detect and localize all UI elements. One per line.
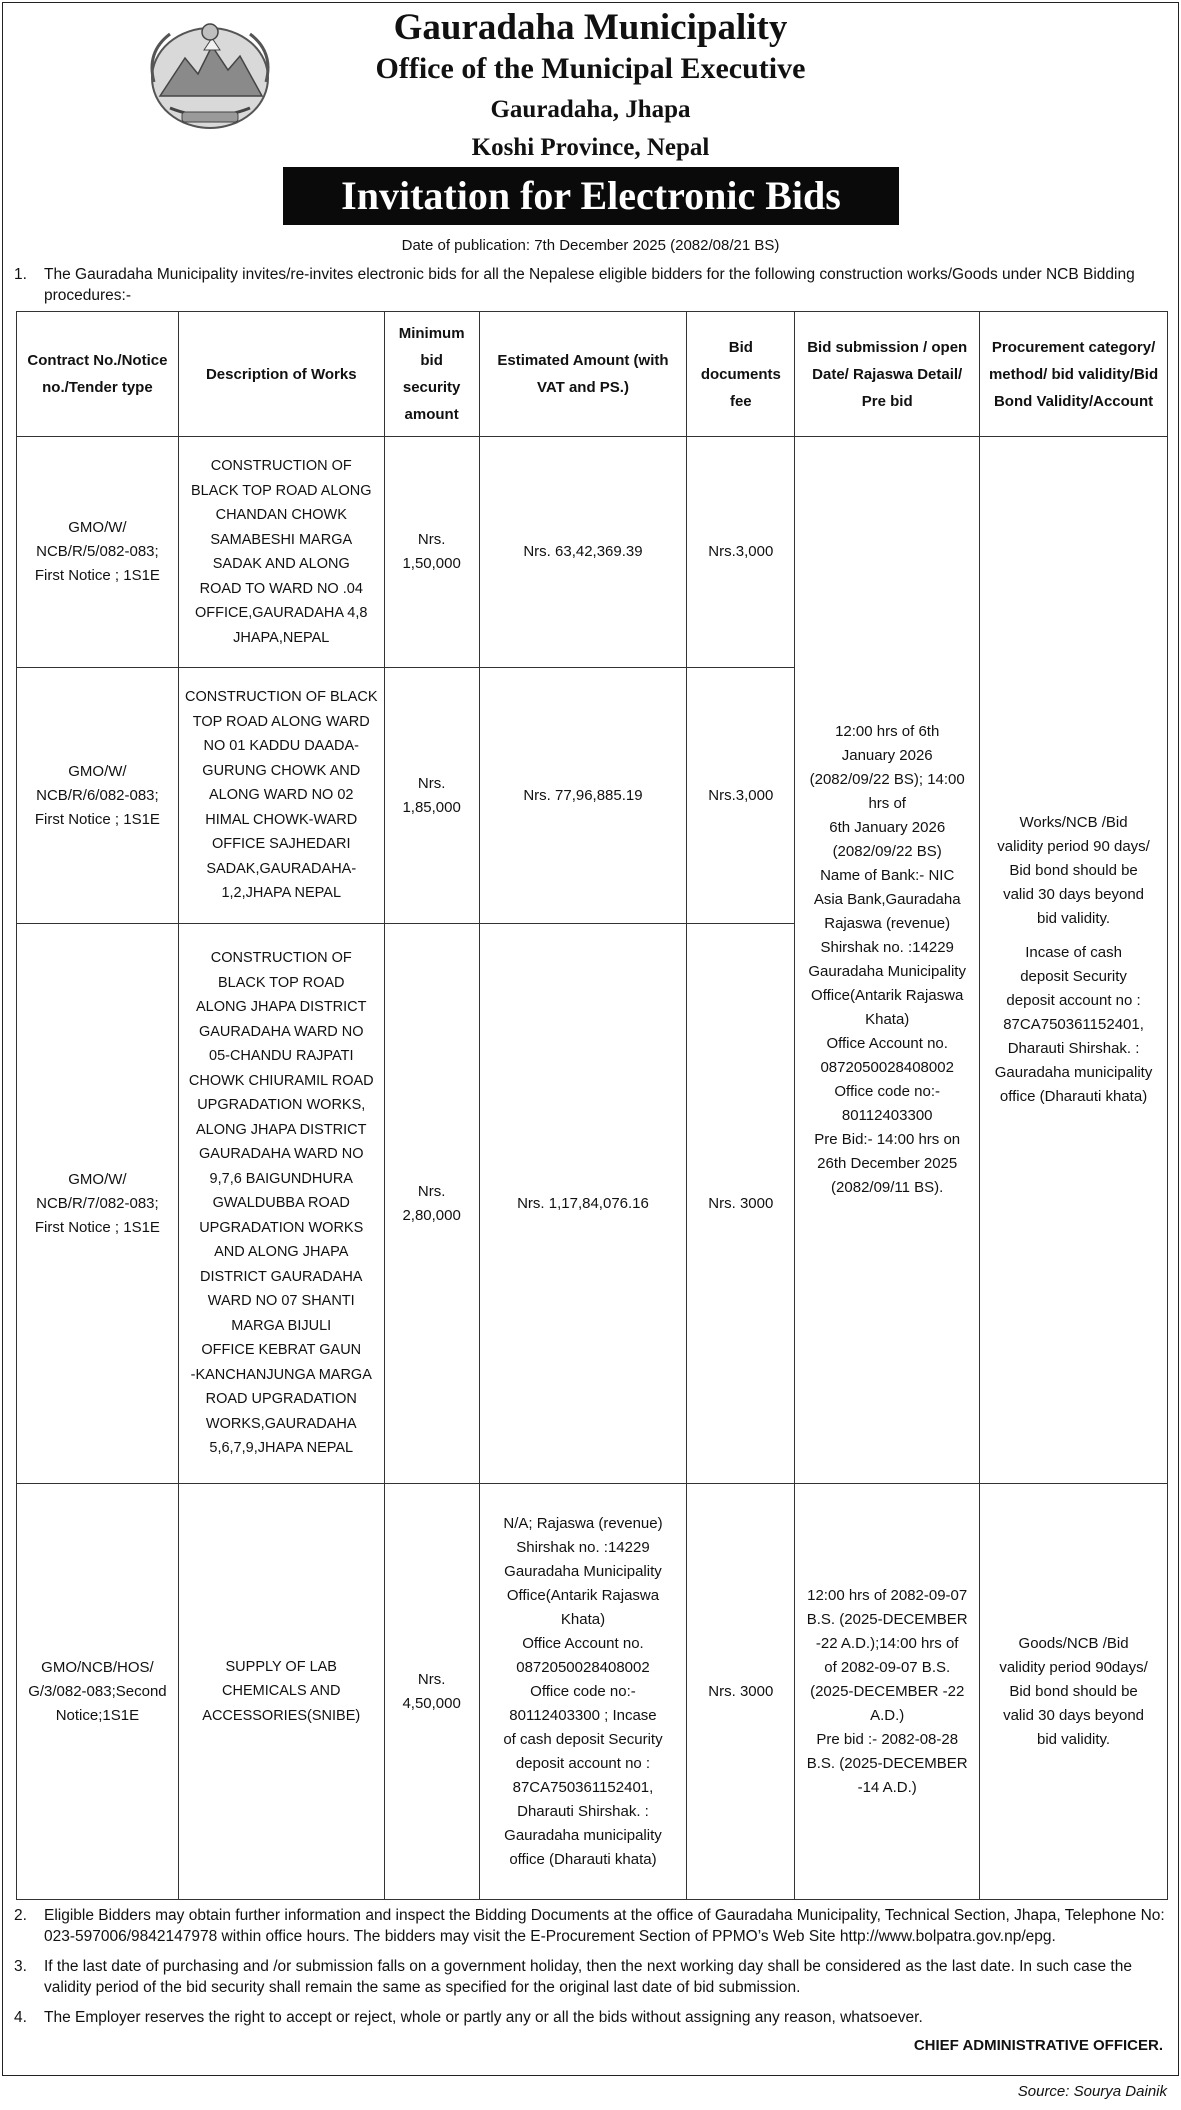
contract-cell: GMO/NCB/HOS/ G/3/082-083;Second Notice;1S1E: [17, 1484, 179, 1900]
header-security: Minimum bid security amount: [384, 312, 479, 437]
fee-cell: Nrs. 3000: [687, 924, 795, 1484]
header-schedule: Bid submission / open Date/ Rajaswa Detail/ Pre bid: [795, 312, 980, 437]
procurement-merged-cell: [980, 437, 1168, 1484]
schedule-text: 12:00 hrs of 6th January 2026 (2082/09/22 BS); 14:00 hrs of 6th January 2026 (2082/09/22 BS) Name of Bank:- NIC Asia Bank,Gauradaha Rajaswa (revenue) Shirshak no. :14229 Gauradaha Municipality Office(Antarik Rajaswa Khata) Office Account no. 0872050028408002 Office code no:- 80112403300 Pre Bid:- 14:00 hrs on 26th December 2025 (2082/09/11 BS).: [808, 723, 966, 1196]
schedule-merged-cell: [795, 437, 980, 1484]
schedule-cell: 12:00 hrs of 2082-09-07 B.S. (2025-DECEMBER -22 A.D.);14:00 hrs of of 2082-09-07 B.S. (2025-DECEMBER -22 A.D.) Pre bid :- 2082-08-28 B.S. (2025-DECEMBER -14 A.D.): [795, 1484, 980, 1900]
paragraph-text: If the last date of purchasing and /or submission falls on a government holiday, then the next working day shall be considered as the last date. In such case the validity period of the bid security shall remain the same as specified for the original last date of bid submission.: [44, 1958, 1132, 1996]
paragraph-1: [14, 264, 1169, 306]
header-estimate: Estimated Amount (with VAT and PS.): [479, 312, 687, 437]
table-row: [17, 1484, 1168, 1900]
paragraph-number: 3.: [14, 1958, 27, 1975]
paragraph-number: 4.: [14, 2009, 27, 2026]
header-description: Description of Works: [178, 312, 384, 437]
table-header-row: [17, 312, 1168, 437]
estimate-cell: N/A; Rajaswa (revenue) Shirshak no. :14229 Gauradaha Municipality Office(Antarik Rajaswa Khata) Office Account no. 0872050028408002 Office code no:- 80112403300 ; Incase of cash deposit Security deposit account no : 87CA750361152401, Dharauti Shirshak. : Gauradaha municipality office (Dharauti khata): [479, 1484, 687, 1900]
deposit-account-text: Incase of cash deposit Security deposit account no : 87CA750361152401, Dharauti Shirshak. : Gauradaha municipality office (Dharauti khata): [994, 944, 1153, 1105]
header-fee: Bid documents fee: [687, 312, 795, 437]
estimate-cell: Nrs. 63,42,369.39: [479, 437, 687, 668]
paragraph-number: 2.: [14, 1907, 27, 1924]
paragraph-2: [14, 1905, 1169, 1947]
office-name: Office of the Municipal Executive: [375, 52, 806, 85]
procurement-cell: Goods/NCB /Bid validity period 90days/ Bid bond should be valid 30 days beyond bid validity.: [980, 1484, 1168, 1900]
security-cell: Nrs. 1,85,000: [384, 668, 479, 924]
contract-cell: GMO/W/ NCB/R/7/082-083; First Notice ; 1S1E: [17, 924, 179, 1484]
description-cell: CONSTRUCTION OF BLACK TOP ROAD ALONG WARD NO 01 KADDU DAADA- GURUNG CHOWK AND ALONG WARD NO 02 HIMAL CHOWK-WARD OFFICE SAJHEDARI SADAK,GAURADAHA- 1,2,JHAPA NEPAL: [178, 668, 384, 924]
fee-cell: Nrs.3,000: [687, 437, 795, 668]
bids-table: [16, 311, 1168, 1900]
procurement-text: Works/NCB /Bid validity period 90 days/ Bid bond should be valid 30 days beyond bid validity.: [997, 814, 1150, 927]
fee-cell: Nrs. 3000: [687, 1484, 795, 1900]
security-cell: Nrs. 2,80,000: [384, 924, 479, 1484]
signature-title: CHIEF ADMINISTRATIVE OFFICER.: [913, 2037, 1163, 2054]
paragraph-text: The Gauradaha Municipality invites/re-invites electronic bids for all the Nepalese eligible bidders for the following construction works/Goods under NCB Bidding procedures:-: [44, 266, 1135, 304]
description-cell: CONSTRUCTION OF BLACK TOP ROAD ALONG JHAPA DISTRICT GAURADAHA WARD NO 05-CHANDU RAJPATI CHOWK CHIURAMIL ROAD UPGRADATION WORKS, ALONG JHAPA DISTRICT GAURADAHA WARD NO 9,7,6 BAIGUNDHURA GWALDUBBA ROAD UPGRADATION WORKS AND ALONG JHAPA DISTRICT GAURADAHA WARD NO 07 SHANTI MARGA BIJULI OFFICE KEBRAT GAUN -KANCHANJUNGA MARGA ROAD UPGRADATION WORKS,GAURADAHA 5,6,7,9,JHAPA NEPAL: [178, 924, 384, 1484]
contract-cell: GMO/W/ NCB/R/6/082-083; First Notice ; 1S1E: [17, 668, 179, 924]
municipality-name: Gauradaha Municipality: [393, 7, 788, 48]
description-cell: SUPPLY OF LAB CHEMICALS AND ACCESSORIES(SNIBE): [178, 1484, 384, 1900]
contract-cell: GMO/W/ NCB/R/5/082-083; First Notice ; 1S1E: [17, 437, 179, 668]
paragraph-number: 1.: [14, 266, 27, 283]
description-cell: CONSTRUCTION OF BLACK TOP ROAD ALONG CHANDAN CHOWK SAMABESHI MARGA SADAK AND ALONG ROAD TO WARD NO .04 OFFICE,GAURADAHA 4,8 JHAPA,NEPAL: [178, 437, 384, 668]
source-credit: Source: Sourya Dainik: [1017, 2083, 1167, 2100]
paragraph-4: [14, 2007, 1169, 2028]
security-cell: Nrs. 4,50,000: [384, 1484, 479, 1900]
notice-title-banner: Invitation for Electronic Bids: [283, 167, 899, 225]
fee-cell: Nrs.3,000: [687, 668, 795, 924]
office-location: Gauradaha, Jhapa: [490, 96, 691, 123]
header-contract: Contract No./Notice no./Tender type: [17, 312, 179, 437]
estimate-cell: Nrs. 77,96,885.19: [479, 668, 687, 924]
paragraph-text: Eligible Bidders may obtain further information and inspect the Bidding Documents at the office of Gauradaha Municipality, Technical Section, Jhapa, Telephone No: 023-597006/9842147978 within office hours. The bidders may visit the E-Procurement Section of PPMO’s Web Site http://www.bolpatra.gov.np/epg.: [44, 1907, 1165, 1945]
estimate-cell: Nrs. 1,17,84,076.16: [479, 924, 687, 1484]
paragraph-text: The Employer reserves the right to accept or reject, whole or partly any or all the bids without assigning any reason, whatsoever.: [44, 2009, 923, 2026]
publication-date: Date of publication: 7th December 2025 (2082/08/21 BS): [401, 237, 780, 254]
paragraph-3: [14, 1956, 1169, 1998]
header-procurement: Procurement category/ method/ bid validity/Bid Bond Validity/Account: [980, 312, 1168, 437]
security-cell: Nrs. 1,50,000: [384, 437, 479, 668]
office-province: Koshi Province, Nepal: [471, 134, 710, 161]
table-row: [17, 437, 1168, 668]
